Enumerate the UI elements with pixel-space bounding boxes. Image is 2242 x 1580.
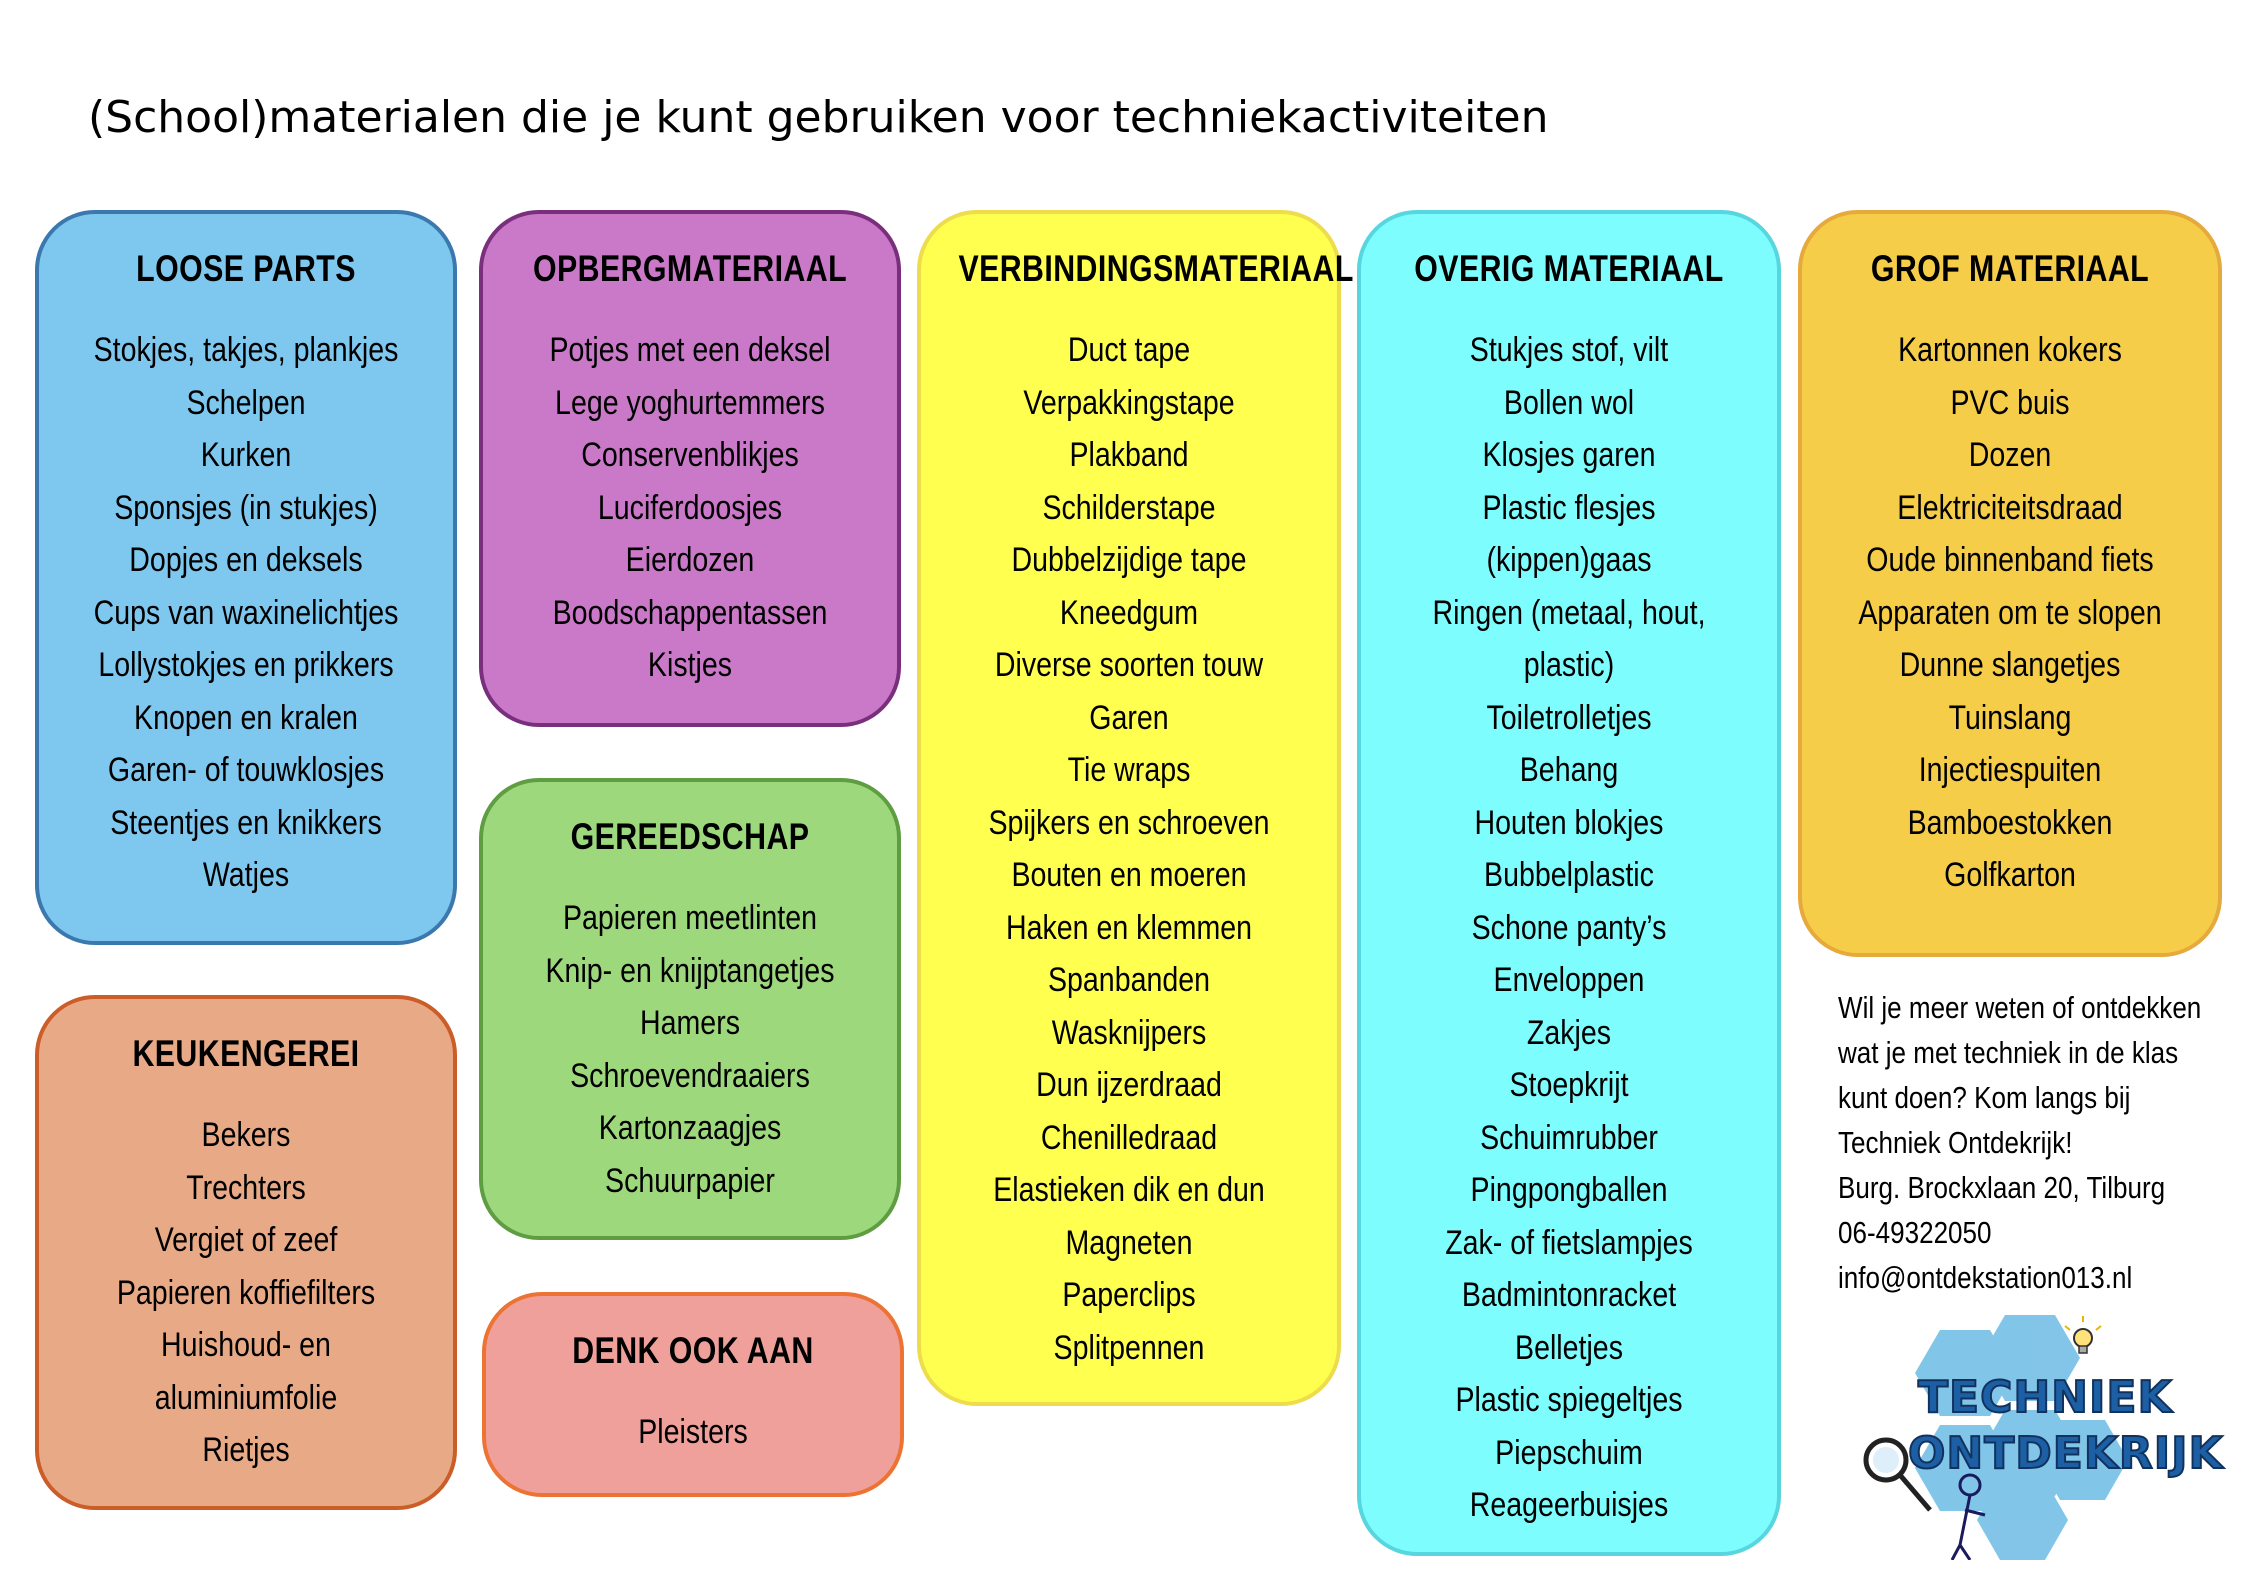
list-item: Behang xyxy=(1519,751,1619,789)
info-phone: 06-49322050 xyxy=(1838,1215,1992,1250)
list-item: Dun ijzerdraad xyxy=(1036,1066,1222,1104)
list-item: Stukjes stof, vilt xyxy=(1469,331,1669,369)
list-item: Injectiespuiten xyxy=(1918,751,2102,789)
list-denk-ook-aan xyxy=(486,1406,900,1459)
list-item: Watjes xyxy=(202,856,290,894)
list-item: Schone panty’s xyxy=(1471,908,1667,947)
list-item: Trechters xyxy=(186,1168,306,1207)
techniek-ontdekrijk-logo xyxy=(1860,1310,2224,1560)
list-item: Apparaten om te slopen xyxy=(1858,593,2162,632)
heading-verbindingsmateriaal: VERBINDINGSMATERIAAL xyxy=(958,248,1354,289)
list-grof-materiaal xyxy=(1802,324,2218,902)
list-item: Bubbelplastic xyxy=(1484,856,1654,894)
list-item: Dopjes en deksels xyxy=(129,541,363,579)
list-item: Dunne slangetjes xyxy=(1899,646,2121,684)
list-item: Knopen en kralen xyxy=(134,698,358,737)
list-item: Kneedgum xyxy=(1059,593,1199,632)
list-item: Houten blokjes xyxy=(1474,803,1664,842)
list-overig-materiaal xyxy=(1361,324,1777,1532)
list-item: Zakjes xyxy=(1526,1013,1612,1052)
list-item: Potjes met een deksel xyxy=(549,331,831,369)
heading-grof-materiaal: GROF MATERIAAL xyxy=(1870,248,2150,289)
list-item: Spijkers en schroeven xyxy=(988,803,1270,842)
list-item: Plakband xyxy=(1069,436,1189,474)
list-opbergmateriaal xyxy=(483,324,897,692)
list-item: Badmintonracket xyxy=(1461,1276,1677,1314)
list-item: Papieren koffiefilters xyxy=(116,1273,376,1312)
list-item: Kistjes xyxy=(647,646,733,684)
box-denk-ook-aan xyxy=(482,1292,904,1497)
list-item: Conservenblikjes xyxy=(581,436,799,474)
list-item: Toiletrolletjes xyxy=(1486,698,1652,737)
heading-gereedschap: GEREEDSCHAP xyxy=(570,816,810,857)
info-line: kunt doen? Kom langs bij xyxy=(1838,1080,2131,1115)
list-item: Belletjes xyxy=(1515,1328,1623,1367)
list-item: Wasknijpers xyxy=(1051,1013,1207,1052)
list-item: Knip- en knijptangetjes xyxy=(545,951,835,990)
list-item: Bollen wol xyxy=(1503,383,1635,422)
list-item: Schroevendraaiers xyxy=(570,1056,810,1095)
info-line: Wil je meer weten of ontdekken xyxy=(1838,990,2202,1025)
box-gereedschap xyxy=(479,778,901,1240)
list-item: Hamers xyxy=(640,1004,740,1042)
list-verbindingsmateriaal xyxy=(921,324,1337,1374)
list-item: Enveloppen xyxy=(1493,961,1645,999)
list-item: PVC buis xyxy=(1950,383,2070,422)
list-item: Garen xyxy=(1089,698,1169,737)
list-item: Dubbelzijdige tape xyxy=(1011,541,1247,579)
list-item: Pingpongballen xyxy=(1470,1171,1668,1209)
heading-denk-ook-aan: DENK OOK AAN xyxy=(572,1330,814,1371)
contact-info xyxy=(1838,985,2242,1300)
list-item: Schilderstape xyxy=(1042,488,1216,527)
list-item: Kartonnen kokers xyxy=(1898,331,2122,369)
list-item: Magneten xyxy=(1065,1223,1193,1262)
info-address: Burg. Brockxlaan 20, Tilburg xyxy=(1838,1170,2166,1205)
heading-loose-parts: LOOSE PARTS xyxy=(136,248,356,289)
list-item: aluminiumfolie xyxy=(154,1378,338,1417)
list-item: Verpakkingstape xyxy=(1023,383,1235,422)
logo-text-line1: TECHNIEK xyxy=(1918,1372,2173,1423)
box-opbergmateriaal xyxy=(479,210,901,727)
list-item: Oude binnenband fiets xyxy=(1866,541,2154,579)
list-item: Garen- of touwklosjes xyxy=(107,751,385,789)
info-line: Techniek Ontdekrijk! xyxy=(1838,1125,2073,1160)
box-grof-materiaal xyxy=(1798,210,2222,957)
box-loose-parts xyxy=(35,210,457,945)
page-title: (School)materialen die je kunt gebruiken voor techniekactiviteiten xyxy=(88,92,1549,143)
list-item: Ringen (metaal, hout, xyxy=(1432,593,1706,632)
heading-opbergmateriaal: OPBERGMATERIAAL xyxy=(532,248,848,289)
box-keukengerei xyxy=(35,995,457,1510)
list-item: Splitpennen xyxy=(1053,1328,1205,1367)
list-item: Haken en klemmen xyxy=(1005,908,1253,947)
list-item: Reageerbuisjes xyxy=(1469,1486,1669,1524)
list-item: Kurken xyxy=(200,436,292,474)
list-item: Schelpen xyxy=(186,383,306,422)
list-item: Golfkarton xyxy=(1944,856,2076,894)
list-item: Stokjes, takjes, plankjes xyxy=(93,331,399,369)
list-item: Eierdozen xyxy=(625,541,755,579)
list-item: Bouten en moeren xyxy=(1011,856,1247,894)
list-item: Lollystokjes en prikkers xyxy=(98,646,394,684)
list-item: Piepschuim xyxy=(1495,1433,1643,1472)
list-item: Paperclips xyxy=(1062,1276,1196,1314)
list-item: Dozen xyxy=(1968,436,2052,474)
list-item: Chenilledraad xyxy=(1040,1118,1218,1157)
list-item: plastic) xyxy=(1523,646,1615,684)
list-item: Rietjes xyxy=(202,1431,290,1469)
list-item: Elektriciteitsdraad xyxy=(1897,488,2123,527)
list-item: Tuinslang xyxy=(1948,698,2072,737)
list-item: Zak- of fietslampjes xyxy=(1445,1223,1693,1262)
list-item: Spanbanden xyxy=(1047,961,1211,999)
box-verbindingsmateriaal xyxy=(917,210,1354,1406)
box-overig-materiaal xyxy=(1357,210,1781,1556)
list-item: Stoepkrijt xyxy=(1509,1066,1629,1104)
list-keukengerei xyxy=(39,1109,453,1477)
list-item: Lege yoghurtemmers xyxy=(555,383,825,422)
list-item: (kippen)gaas xyxy=(1486,541,1652,579)
list-item: Bekers xyxy=(201,1116,291,1154)
list-item: Schuimrubber xyxy=(1480,1118,1658,1157)
list-item: Cups van waxinelichtjes xyxy=(93,593,399,632)
list-item: Sponsjes (in stukjes) xyxy=(114,488,378,527)
list-gereedschap xyxy=(483,892,897,1207)
list-item: Kartonzaagjes xyxy=(598,1109,782,1147)
heading-keukengerei: KEUKENGEREI xyxy=(132,1033,360,1074)
list-item: Plastic spiegeltjes xyxy=(1455,1381,1683,1419)
list-item: Bamboestokken xyxy=(1907,803,2113,842)
logo-text-line2: ONTDEKRIJK xyxy=(1908,1428,2224,1479)
list-item: Pleisters xyxy=(638,1413,748,1451)
list-item: Klosjes garen xyxy=(1482,436,1656,474)
list-item: Luciferdoosjes xyxy=(597,488,783,527)
list-loose-parts xyxy=(39,324,453,902)
list-item: Boodschappentassen xyxy=(552,593,828,632)
list-item: Elastieken dik en dun xyxy=(993,1171,1265,1209)
list-item: Vergiet of zeef xyxy=(154,1221,338,1259)
info-line: wat je met techniek in de klas xyxy=(1838,1035,2179,1070)
list-item: Plastic flesjes xyxy=(1482,488,1656,527)
list-item: Schuurpapier xyxy=(605,1161,775,1200)
list-item: Duct tape xyxy=(1067,331,1191,369)
list-item: Diverse soorten touw xyxy=(994,646,1264,684)
list-item: Huishoud- en xyxy=(161,1326,331,1364)
info-email: info@ontdekstation013.nl xyxy=(1838,1260,2133,1295)
list-item: Tie wraps xyxy=(1067,751,1191,789)
list-item: Steentjes en knikkers xyxy=(110,803,382,842)
list-item: Papieren meetlinten xyxy=(562,899,818,937)
heading-overig-materiaal: OVERIG MATERIAAL xyxy=(1414,248,1724,289)
